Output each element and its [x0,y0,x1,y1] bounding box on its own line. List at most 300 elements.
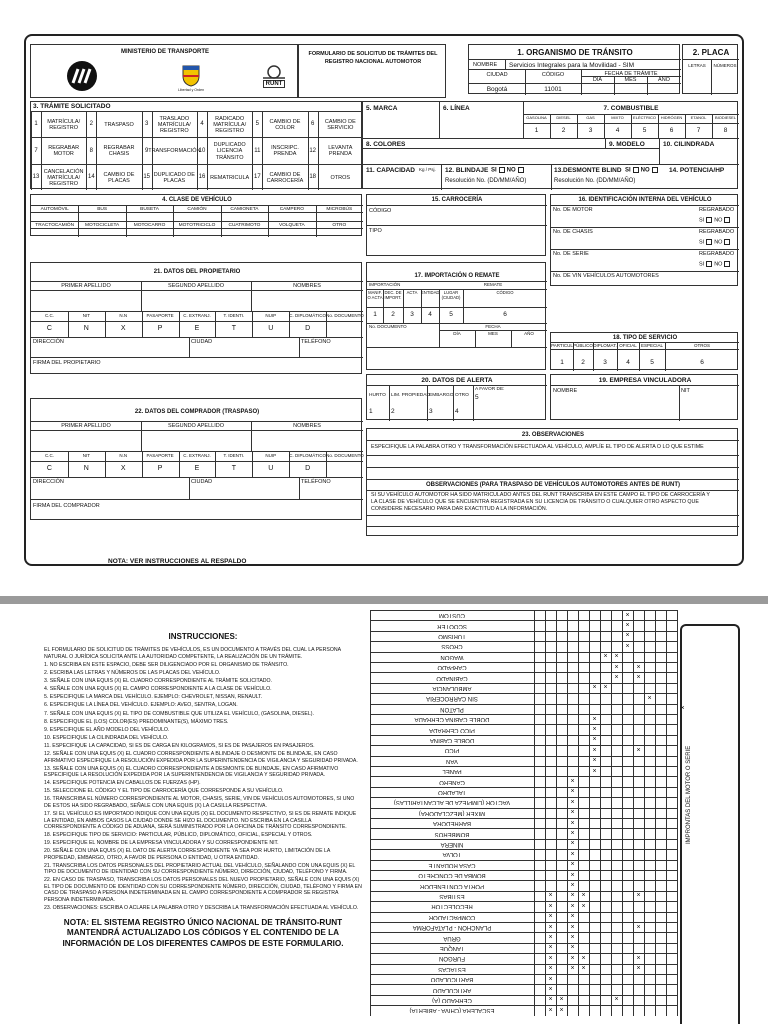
fuel-option-5[interactable]: 5 [642,127,647,134]
body-type-mark: × [592,684,597,692]
clase-title: 4. CLASE DE VEHÍCULO [162,197,232,203]
tramite-option-11[interactable]: INSCRIPC. PRENDA [271,145,299,158]
importacion-label: IMPORTACIÓN [369,282,401,287]
doc-option[interactable]: T [231,325,237,332]
body-type-mark: × [548,944,553,952]
alerta-title: 20. DATOS DE ALERTA [421,377,493,384]
fuel-type-label: ELÉCTRICO [633,115,656,120]
comprador-firma: FIRMA DEL COMPRADOR [33,503,100,509]
chasis-si-no[interactable] [699,239,732,246]
blindaje-resolucion: Resolución No. (DD/MM/AÑO) [445,178,527,184]
blindaje-no-label: NO [506,167,516,174]
body-type-name: SCOOTER [437,622,467,629]
doc-type-label: No. DOCUMENTO [326,313,364,318]
body-type-name: CARPADO [437,664,467,671]
form-back-page [0,604,768,1024]
importacion-title: 17. IMPORTACIÓN O REMATE [414,273,500,279]
clase-label: BUSETA [140,207,159,212]
capacidad-unit: Kg / Psj. [419,167,436,172]
fuel-type-label: HIDRÓGEN [660,115,683,120]
fuel-option-4[interactable]: 4 [615,127,620,134]
propietario-nombres: NOMBRES [293,283,321,289]
tramite-option-10[interactable]: DUPLICADO LICENCIA TRÁNSITO [213,142,246,161]
instruction-item: 3. SEÑALE CON UNA EQUIS (X) EL CUADRO CORRESPONDIENTE AL TRÁMITE SOLICITADO. [44,678,273,685]
tramite-option-13[interactable]: CANCELACIÓN MATRÍCULA/ REGISTRO [43,168,84,187]
body-type-mark: × [570,892,575,900]
motor-label: No. DE MOTOR [553,207,593,213]
organismo-ciudad-label: CIUDAD [486,72,508,78]
body-type-mark: × [592,767,597,775]
impronta-label: IMPRONTAS DEL MOTOR O SERIE [686,745,692,844]
tramite-option-9[interactable]: TRANSFORMACIÓN [148,148,201,155]
doc-option[interactable]: P [157,325,163,332]
import-col-label: ACTA [406,290,418,295]
serie-no-label: NO [714,261,723,268]
body-type-mark: × [570,913,575,921]
fecha-dia-label: DÍA [592,77,603,83]
body-type-mark: × [570,954,575,962]
carroceria-section [366,194,546,256]
doc-option[interactable]: D [305,465,311,472]
doc-type-label: T. IDENTI. [223,313,245,318]
body-type-mark: × [570,829,575,837]
tramite-option-2[interactable]: TRASPASO [104,122,134,129]
tramite-number: 13 [32,173,40,180]
instruction-item: 20. SEÑALE CON UNA EQUIS (X) EL DATO DE ALERTA CORRESPONDIENTE YA SEA POR HURTO, LIMITACIÓN DE LA PROPIEDAD, EMBARGO, OTRO, A FAVOR DE PERSONA O ENTIDAD, U OTRA ENTIDAD. [44,848,331,861]
tramite-number: 5 [255,121,259,128]
desmonte-si-checkbox[interactable] [633,167,639,173]
body-type-name: NIÑERA [440,841,464,847]
tramite-number: 17 [253,173,261,180]
propietario-section [30,262,362,374]
serie-regrabado: REGRABADO [699,251,735,257]
doc-option[interactable]: D [305,325,311,332]
body-type-mark: × [570,777,575,785]
servicio-option-4[interactable]: 4 [626,359,630,366]
instruction-item: 11. ESPECIFIQUE LA CAPACIDAD, SI ES DE CARGA EN KILOGRAMOS, SI ES DE PASAJEROS EN PASAJEROS. [44,742,315,749]
comprador-telefono: TELÉFONO [301,479,331,485]
identificacion-title: 16. IDENTIFICACIÓN INTERNA DEL VEHÍCULO [578,197,712,203]
grid-col-line [655,610,656,1016]
body-type-mark: × [570,850,575,858]
body-type-mark: × [548,1006,553,1014]
instruction-item: 14. ESPECIFIQUE POTENCIA EN CABALLOS DE FUERZAS (HP). [44,780,201,787]
blindaje-si-no[interactable] [491,167,526,174]
header-ministry-box [30,44,298,98]
tramite-option-1[interactable]: MATRÍCULA/ REGISTRO [47,119,81,132]
motor-si-checkbox[interactable] [706,217,712,223]
instruction-item: 22. EN CASO DE TRASPASO, TRANSCRIBA LOS DATOS PERSONALES DEL NUEVO PROPIETARIO, SEÑALE CON UNA EQUIS (X) EL TIPO DE DOCUMENTO DE IDENTIDAD CON SU CORRESPONDIENTE NÚMERO, DIRECCIÓN, CIUDAD, TELÉFONO Y FIRMA EN CASO DE TRASPASO A PERSONA INDETERMINADA EN EL CAMPO CORRESPONDIENTE A COMPRADOR SE REGISTRA PERSONA INDETERMINADA. [44,877,362,903]
grid-col-line [611,610,612,1016]
body-type-name: CANERO [439,778,465,785]
doc-option[interactable]: U [268,465,274,472]
body-type-mark: × [548,996,553,1004]
capacidad-label: 11. CAPACIDAD [366,167,416,174]
body-type-name: DOBLE CABINA [429,737,475,743]
empresa-nombre: NOMBRE [553,388,578,394]
instruction-item: 1. NO ESCRIBA EN ESTE ESPACIO, DEBE SER DILIGENCIADO POR EL ORGANISMO DE TRÁNSITO. [44,662,289,668]
body-type-mark: × [636,663,641,671]
body-type-mark: × [636,965,641,973]
instructions-note: NOTA: EL SISTEMA REGISTRO ÚNICO NACIONAL DE TRÁNSITO-RUNT MANTENDRÁ ACTUALIZADO LOS CÓDIGOS Y EL CONTENIDO DE LA INFORMACIÓN DE LOS DIFERENTES CAMPOS DE ESTE FORMULARIO. [62,917,344,948]
tramite-number: 11 [254,147,261,154]
body-type-name: GRÚA [443,934,461,941]
doc-type-label: NUIP [265,453,277,458]
body-type-mark: × [570,923,575,931]
chasis-regrabado: REGRABADO [699,229,735,235]
form-title-box [298,44,446,98]
tramite-number: 8 [89,147,93,154]
body-type-name: WAGON [440,653,464,660]
doc-type-label: C. DIPLOMÁTICO [289,453,327,458]
carroceria-tipo-label: TIPO [369,228,382,234]
body-type-mark: × [614,653,619,661]
servicio-option-1[interactable]: 1 [560,359,564,366]
fecha-mes-label: MES [624,77,637,83]
tramite-number: 3 [144,121,149,128]
tramite-number: 16 [198,173,206,180]
motor-regrabado: REGRABADO [699,207,735,213]
body-type-name: COMPACTADOR [428,913,476,920]
body-type-name: PICO CERRADA [429,726,475,733]
body-type-name: FURGÓN [439,955,465,962]
placa-letras-label: LETRAS [688,63,706,68]
instructions-intro: EL FORMULARIO DE SOLICITUD DE TRÁMITES DE VEHÍCULOS, ES UN DOCUMENTO A TRAVÉS DEL CUAL LA PERSONA NATURAL O JURÍDICA SOLICITA ANTE LA AUTORIDAD COMPETENTE, LA REALIZACIÓN DE UN TRÁMITE. [44,647,341,660]
motor-no-label: NO [714,217,723,224]
body-type-mark: × [548,913,553,921]
body-type-name: PLANCHÓN - PLATAFORMA [412,924,492,931]
desmonte-resolucion: Resolución No. (DD/MM/AÑO) [554,178,636,184]
body-type-name: ESTACAS [438,965,466,972]
body-type-mark: × [559,1006,564,1014]
runt-logo-icon [257,61,291,91]
doc-type-label: C. EXTRANJ. [183,313,211,318]
fuel-option-6[interactable]: 6 [669,127,674,134]
body-type-mark: × [614,673,619,681]
body-type-mark: × [559,996,564,1004]
doc-option[interactable]: T [231,465,237,472]
grid-col-line [556,610,557,1016]
instructions-block [44,632,362,1024]
import-mes-label: MES [488,331,498,336]
clase-label: OTRO [332,223,347,228]
logo-motto: Libertad y Orden [177,88,205,92]
import-col-label: CÓDIGO [496,290,514,295]
blindaje-si-checkbox[interactable] [499,167,505,173]
body-type-mark: × [625,621,630,629]
body-type-mark: × [570,840,575,848]
servicio-title: 18. TIPO DE SERVICIO [612,335,678,341]
body-type-mark: × [581,892,586,900]
servicio-option-5[interactable]: 5 [650,359,654,366]
body-type-mark: × [570,809,575,817]
organismo-box [468,44,680,94]
form-title-line2: REGISTRO NACIONAL AUTOMOTOR [324,59,422,65]
marca-label: 5. MARCA [366,105,398,112]
combustible-title: 7. COMBUSTIBLE [603,105,659,112]
fuel-option-7[interactable]: 7 [696,127,701,134]
body-type-name: PICO [444,747,460,754]
alerta-col-label: LIM. PROPIEDAD [391,393,430,398]
tramite-option-6[interactable]: CAMBIO DE SERVICIO [324,119,356,132]
comprador-primer-apellido: PRIMER APELLIDO [61,423,111,429]
body-type-mark: × [603,684,608,692]
propietario-segundo-apellido: SEGUNDO APELLIDO [168,283,224,289]
modelo-label: 9. MODELO [609,141,645,148]
doc-option[interactable]: X [120,325,126,332]
comprador-nombres: NOMBRES [293,423,321,429]
tramite-number: 15 [143,173,150,180]
organismo-ciudad-value[interactable]: Bogotá [486,85,508,93]
grid-col-line [644,610,645,1016]
propietario-firma: FIRMA DEL PROPIETARIO [33,360,101,366]
servicio-type-label: OTROS [693,342,710,348]
body-type-name: BOMBEROS [434,830,470,837]
tramite-option-5[interactable]: CAMBIO DE COLOR [269,119,301,132]
runt-logo-text: RUNT [263,80,286,88]
servicio-option-2[interactable]: 2 [581,359,585,366]
doc-option[interactable]: X [120,465,126,472]
doc-option[interactable]: E [194,465,200,472]
doc-type-label: NUIP [265,313,277,318]
chasis-no-label: NO [714,239,723,246]
body-type-name: TURISMO [438,633,466,639]
alerta-col-label: HURTO [369,393,386,398]
body-type-mark: × [636,954,641,962]
body-type-mark: × [548,902,553,910]
obs-traspaso-text-1: SI SU VEHÍCULO AUTOMOTOR HA SIDO MATRICULADO ANTES DEL RUNT TRANSCRIBA EN ESTE CAMPO EL TIPO DE CARROCERÍA Y [371,492,710,498]
fuel-option-1[interactable]: 1 [534,127,539,134]
obs-traspaso-text-2: LA CLASE DE VEHÍCULO QUE SE ENCUENTRA REGISTRADA EN SU LICENCIA DE TRÁNSITO O CUALQUIER OTRO ASPECTO QUE [371,499,699,505]
alerta-option-5[interactable]: 5 [475,394,479,401]
tramite-option-18[interactable]: OTROS [330,174,351,181]
serie-no-checkbox[interactable] [724,261,730,267]
import-option-4[interactable]: 4 [428,311,432,318]
body-type-mark: × [636,746,641,754]
import-option-1[interactable]: 1 [373,311,377,318]
desmonte-si-no[interactable] [625,167,660,174]
body-type-name: TOLVA [442,851,462,858]
doc-line [31,461,363,462]
doc-option[interactable]: U [268,325,274,332]
organismo-codigo-value[interactable]: 11001 [544,85,562,93]
clase-label: CAMIONETA [230,207,259,212]
instruction-item: 12. SEÑALE CON UNA EQUIS (X) EL CUADRO CORRESPONDIENTE A BLINDAJE O DESMONTE DE BLINDAJE, EN CASO AFIRMATIVO ESPECIFIQUE LA RESOLUCIÓN EXPEDIDA POR LA SUPERINTENDENCIA DE VIGILANCIA Y SEGURIDAD PRIVADA. [44,751,358,764]
body-type-mark: × [570,871,575,879]
alerta-option-1[interactable]: 1 [369,408,373,415]
grid-col-line [534,610,535,1016]
grid-col-line [600,610,601,1016]
propietario-ciudad: CIUDAD [191,339,213,345]
instruction-item: 21. TRANSCRIBA LOS DATOS PERSONALES DEL PROPIETARIO ACTUAL DEL VEHÍCULO, SEÑALANDO CON UNA EQUIS (X) EL TIPO DE DOCUMENTO DE IDENTIDAD CON SU CORRESPONDIENTE NÚMERO, DIRECCIÓN, CIUDAD, TELÉFONO Y FIRMA. [44,862,356,876]
alerta-option-4[interactable]: 4 [455,408,459,415]
placa-box [682,44,738,94]
doc-option[interactable]: N [83,465,89,472]
import-col-label: LUGAR (CIUDAD) [441,290,461,300]
doc-type-label: NIT [82,453,90,458]
doc-type-label: T. IDENTI. [223,453,245,458]
import-col-label: MANIF. O ACTA [367,290,383,300]
body-type-name: BARTICULADO [430,976,474,983]
tramite-option-14[interactable]: CAMBIO DE PLACAS [103,171,135,184]
tramite-option-15[interactable]: DUPLICADO DE PLACAS [153,171,195,184]
doc-option[interactable]: E [194,325,200,332]
doc-option[interactable]: P [157,465,163,472]
clase-label: CUATRIMOTO [228,223,261,228]
grid-col-line [545,610,546,1016]
fuel-type-label: BIODIESEL [714,115,737,120]
instruction-item: 2. ESCRIBA LAS LETRAS Y NÚMEROS DE LAS PLACAS DEL VEHÍCULO. [44,670,221,677]
import-col-label: ENTIDAD [421,290,440,295]
comprador-direccion: DIRECCIÓN [33,479,64,485]
instructions-list [44,662,362,912]
body-type-name: DOBLE CABINA CERRADA [414,716,490,723]
instruction-item: 16. TRANSCRIBA EL NÚMERO CORRESPONDIENTE AL MOTOR, CHASIS, SERIE, VIN DE VEHÍCULOS AUTOMOTORES, SI UNO DE ESTOS HA SIDO REGRABADO, SEÑALE CON UNA EQUIS (X) LA CASILLA RESPECTIVA. [44,796,355,809]
organismo-nombre-value[interactable]: Servicios Integrales para la Movilidad - SIM [509,61,634,69]
instruction-item: 4. SEÑALE CON UNA EQUIS (X) EL CAMPO CORRESPONDIENTE A LA CLASE DE VEHÍCULO. [44,686,272,693]
tramite-option-8[interactable]: REGRABAR CHASIS [103,145,135,158]
clase-label: TRACTOCAMIÓN [35,223,75,228]
blindaje-no-checkbox[interactable] [518,167,524,173]
body-type-mark: × [592,725,597,733]
tramite-option-7[interactable]: REGRABAR MOTOR [48,145,80,158]
body-type-mark: × [592,757,597,765]
body-type-name: ARTICULADO [432,986,472,993]
obs-traspaso-text-3: CONSIDERE NECESARIO PARA DAR EXACTITUD A LA INFORMACIÓN. [371,506,548,512]
servicio-type-label: ESPECIAL [640,342,663,348]
organismo-codigo-label: CÓDIGO [541,72,565,78]
clase-label: VOLQUETA [278,223,305,228]
tramite-number: 4 [200,121,204,128]
colores-label: 8. COLORES [366,141,406,148]
body-type-mark: × [614,996,619,1004]
servicio-option-3[interactable]: 3 [603,359,607,366]
body-type-mark: × [570,933,575,941]
identificacion-section [550,194,738,286]
body-type-mark: × [636,923,641,931]
servicio-type-label: DIPLOMAT. [593,342,617,348]
doc-type-label: No. DOCUMENTO [326,453,364,458]
carroceria-codigo-label: CÓDIGO [369,208,392,214]
nota-respaldo: NOTA: VER INSTRUCCIONES AL RESPALDO [108,558,247,565]
fecha-tramite-label: FECHA DE TRÁMITE [604,71,658,77]
instruction-item: 8. ESPECIFIQUE EL (LOS) COLOR(ES) PREDOMINANTE(S), MÁXIMO TRES. [44,718,229,725]
grid-col-line [677,610,678,1016]
fuel-type-label: GAS [586,115,595,120]
doc-option[interactable]: N [83,325,89,332]
doc-type-label: PASAPORTE [146,313,174,318]
instruction-item: 17. SI EL VEHÍCULO ES IMPORTADO INDIQUE CON UNA EQUIS (X) EL DOCUMENTO RESPECTIVO, SI ES DE REMATE INDIQUE LA ENTIDAD, EN AMBOS CASOS LA CIUDAD DONDE SE HIZO EL DOCUMENTO. NO ESCRIBA EN LA CASILLA CORRESPONDIENTE A CÓDIGO DE ADUANA, SERÁ SUMINISTRADO POR LA OFICINA DE TRÁNSITO CORRESPONDIENTE. [44,811,357,830]
chasis-no-checkbox[interactable] [724,239,730,245]
instruction-item: 19. ESPECIFIQUE EL NOMBRE DE LA EMPRESA VINCULADORA Y SU CORRESPONDIENTE NIT. [44,840,279,847]
body-type-mark: × [548,954,553,962]
remate-label: REMATE [483,282,503,287]
alerta-divider [389,385,390,421]
fuel-option-8[interactable]: 8 [723,127,728,134]
import-col-label: DEC. DE IMPORT. [384,290,402,300]
body-type-mark: × [548,923,553,931]
clase-section [30,194,362,236]
body-type-mark: × [570,902,575,910]
cilindrada-label: 10. CILINDRADA [663,141,715,148]
desmonte-no-checkbox[interactable] [652,167,658,173]
body-type-mark: × [647,694,652,702]
clase-label: MICROBÚS [326,207,353,212]
servicio-line [551,349,739,350]
tramite-option-12[interactable]: LEVANTA PRENDA [328,145,353,158]
chasis-si-checkbox[interactable] [706,239,712,245]
tramite-option-3[interactable]: TRASLADO MATRÍCULA/ REGISTRO [157,116,191,135]
fuel-option-3[interactable]: 3 [588,127,593,134]
body-type-name: VAN [446,757,458,764]
body-type-name: CASA RODANTE [428,861,476,868]
instruction-item: 15. SELECCIONE EL CÓDIGO Y EL TIPO DE CARROCERÍA QUE CORRESPONDE A SU VEHÍCULO. [44,788,284,795]
alerta-divider [473,385,474,421]
import-option-5[interactable]: 5 [449,311,453,318]
body-type-name: TANQUE [439,945,465,951]
tramite-option-16[interactable]: REMATRICULA [210,174,250,181]
body-type-mark: × [548,975,553,983]
body-type-grid [370,610,710,1024]
comprador-section [30,398,362,520]
desmonte-no-label: NO [640,167,650,174]
serie-si-checkbox[interactable] [706,261,712,267]
motor-no-checkbox[interactable] [724,217,730,223]
grid-col-line [578,610,579,1016]
body-type-name: SIN CARROCERÍA [426,695,478,702]
tramite-title: 3. TRÁMITE SOLICITADO [33,103,111,110]
blindaje-label: 12. BLINDAJE [445,167,489,174]
clase-label: CAMPERO [279,207,304,212]
fuel-option-2[interactable]: 2 [561,127,566,134]
import-option-2[interactable]: 2 [391,311,395,318]
alerta-option-2[interactable]: 2 [391,408,395,415]
observaciones-section [366,428,738,536]
doc-option[interactable]: C [46,465,52,472]
chasis-si-label: SI [699,239,705,246]
body-type-mark: × [581,965,586,973]
doc-option[interactable]: C [46,325,52,332]
tramite-option-4[interactable]: RADICADO MATRÍCULA/ REGISTRO [213,116,247,135]
serie-si-label: SI [699,261,705,268]
serie-si-no[interactable] [699,261,732,268]
vehicle-specs-section [362,101,738,189]
import-fecha-label: FECHA [485,324,501,329]
import-option-6[interactable]: 6 [503,311,507,318]
body-type-name: ESCALERA (CHIVA - ABIERTA) [409,1007,495,1014]
grid-col-line [567,610,568,1016]
body-type-mark: × [570,819,575,827]
carroceria-title: 15. CARROCERÍA [431,197,483,203]
propietario-telefono: TELÉFONO [301,339,331,345]
import-option-3[interactable]: 3 [410,311,414,318]
import-anio-label: AÑO [524,331,534,336]
import-dia-label: DÍA [453,331,461,336]
motor-si-no[interactable] [699,217,732,224]
servicio-option-6[interactable]: 6 [700,359,704,366]
blindaje-si-label: SI [491,167,497,174]
tramite-number: 1 [34,121,38,128]
body-type-mark: × [636,673,641,681]
body-type-name: PLATÓN [440,705,464,712]
body-type-mark: × [581,954,586,962]
importacion-section [366,262,546,370]
tramite-option-17[interactable]: CAMBIO DE CARROCERÍA [266,171,304,184]
body-type-mark: × [570,861,575,869]
alerta-col-label: OTRO [455,393,469,398]
alerta-option-3[interactable]: 3 [429,408,433,415]
ministry-title: MINISTERIO DE TRANSPORTE [120,49,209,55]
